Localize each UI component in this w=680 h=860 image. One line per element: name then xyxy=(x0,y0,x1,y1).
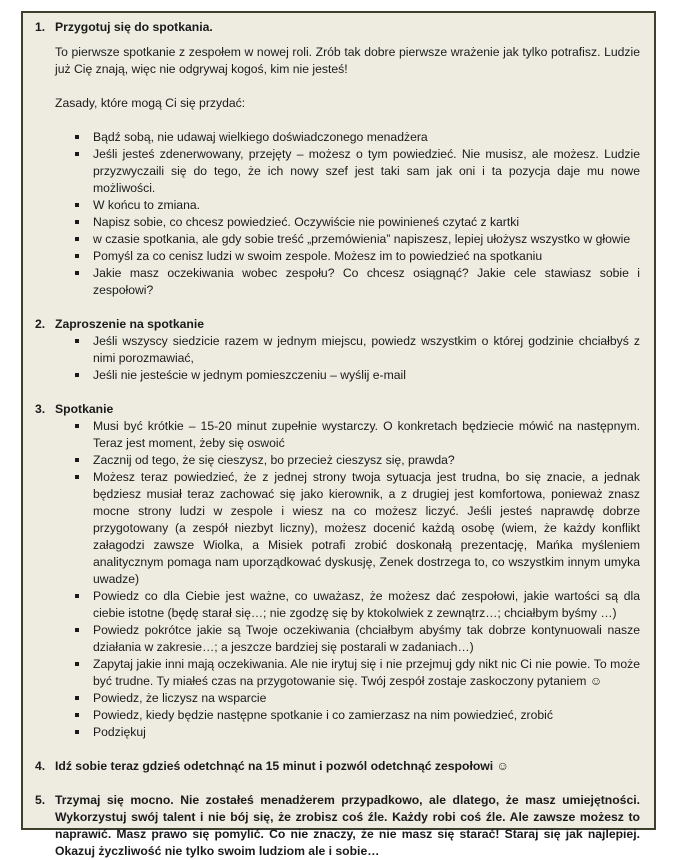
bullet-icon xyxy=(75,271,79,275)
section-4 xyxy=(35,758,640,775)
bullet-icon xyxy=(75,135,79,139)
list-item: Zacznij od tego, że się cieszysz, bo przecież cieszysz się, prawda? xyxy=(35,452,640,469)
section-lead: Zasady, które mogą Ci się przydać: xyxy=(55,96,246,110)
section-number: 2. xyxy=(35,317,46,331)
section-number: 1. xyxy=(35,20,46,34)
list-item: W końcu to zmiana. xyxy=(35,197,640,214)
section-title: Spotkanie xyxy=(55,402,114,416)
section-body: Trzymaj się mocno. Nie zostałeś menadżerem przypadkowo, ale dlatego, że masz umiejętności. Wykorzystuj swój talent i nie bój się, że zrobisz coś źle. Każdy robi coś źle. Ale zawsze możesz to naprawić. Masz prawo się pomylić. Co nie znaczy, że nie masz się starać! Staraj się jak najlepiej. Okazuj życzliwość nie tylko swoim ludziom ale i sobie… xyxy=(55,793,640,858)
section-title: Idź sobie teraz gdzieś odetchnąć na 15 minut i pozwól odetchnąć zespołowi ☺ xyxy=(55,759,509,773)
bullet-icon xyxy=(75,220,79,224)
list-item: Pomyśl za co cenisz ludzi w swoim zespole. Możesz im to powiedzieć na spotkaniu xyxy=(35,248,640,265)
bullet-icon xyxy=(75,152,79,156)
list-item: Musi być krótkie – 15-20 minut zupełnie wystarczy. O konkretach będziecie mówić na następnym. Teraz jest moment, żeby się oswoić xyxy=(35,418,640,452)
bullet-icon xyxy=(75,339,79,343)
section-title: Przygotuj się do spotkania. xyxy=(55,20,213,34)
list-item: Jeśli nie jesteście w jednym pomieszczeniu – wyślij e-mail xyxy=(35,367,640,384)
section-3-heading xyxy=(35,401,640,418)
list-item: Jeśli jesteś zdenerwowany, przejęty – możesz o tym powiedzieć. Nie musisz, ale możesz. Ludzie przyzwyczaili się do tego, że ich nowy szef jest taki sam jak oni i ta pozycja daje mu nowe możliwości. xyxy=(35,146,640,197)
content-box xyxy=(21,11,656,858)
list-item: Napisz sobie, co chcesz powiedzieć. Oczywiście nie powinieneś czytać z kartki xyxy=(35,214,640,231)
section-number: 3. xyxy=(35,402,46,416)
bullet-icon xyxy=(75,254,79,258)
section-5-heading xyxy=(35,792,640,860)
section-4-heading xyxy=(35,758,640,775)
list-item: Powiedz, kiedy będzie następne spotkanie i co zamierzasz na nim powiedzieć, zrobić xyxy=(35,707,640,724)
section-intro: To pierwsze spotkanie z zespołem w nowej roli. Zrób tak dobre pierwsze wrażenie jak tylko potrafisz. Ludzie już Cię znają, więc nie odgrywaj kogoś, kim nie jesteś! xyxy=(55,45,640,76)
bullet-icon xyxy=(75,696,79,700)
bullet-icon xyxy=(75,730,79,734)
bullet-icon xyxy=(75,594,79,598)
bullet-icon xyxy=(75,373,79,377)
section-2 xyxy=(35,316,640,384)
bullet-list xyxy=(35,418,640,741)
section-2-heading xyxy=(35,316,640,333)
list-item: Podziękuj xyxy=(35,724,640,741)
list-item: Jeśli wszyscy siedzicie razem w jednym miejscu, powiedz wszystkim o której godzinie chciałbyś z nimi porozmawiać, xyxy=(35,333,640,367)
list-item: Możesz teraz powiedzieć, że z jednej strony twoja sytuacja jest trudna, bo się znacie, a jednak będziesz musiał teraz zachować się jako kierownik, a z drugiej jest komfortowa, ponieważ znasz mocne strony ludzi w zespole i wiesz na co możesz liczyć. Jeśli jesteś naprawdę dobrze przygotowany (a zespół niezbyt liczny), możesz docenić każdą osobę (wiem, że każdy konflikt załagodzi zawsze Wiolka, a Misiek potrafi zrobić doskonałą prezentację, Mańka myśleniem analitycznym pomaga nam uporządkować dyskusję, Zenek dostrzega to, co wszystkim innym umyka uwadze) xyxy=(35,469,640,588)
bullet-icon xyxy=(75,237,79,241)
list-item: Powiedz co dla Ciebie jest ważne, co uważasz, że możesz dać zespołowi, jakie wartości są dla ciebie istotne (będę starał się…; nie zgodzę się by ktokolwiek z zewnątrz…; chciałbym byśmy …) xyxy=(35,588,640,622)
section-number: 4. xyxy=(35,759,46,773)
section-title: Zaproszenie na spotkanie xyxy=(55,317,204,331)
section-5 xyxy=(35,792,640,860)
list-item: w czasie spotkania, ale gdy sobie treść „przemówienia” napiszesz, lepiej ułożysz wszystko w głowie xyxy=(35,231,640,248)
bullet-icon xyxy=(75,628,79,632)
list-item: Powiedz pokrótce jakie są Twoje oczekiwania (chciałbym abyśmy tak dobrze kontynuowali nasze działania w zakresie…; a jeszcze bardziej się postarali w zadaniach…) xyxy=(35,622,640,656)
list-item: Powiedz, że liczysz na wsparcie xyxy=(35,690,640,707)
section-number: 5. xyxy=(35,793,46,807)
bullet-icon xyxy=(75,203,79,207)
section-3 xyxy=(35,401,640,741)
list-item: Jakie masz oczekiwania wobec zespołu? Co chcesz osiągnąć? Jakie cele stawiasz sobie i zespołowi? xyxy=(35,265,640,299)
bullet-icon xyxy=(75,713,79,717)
list-item: Bądź sobą, nie udawaj wielkiego doświadczonego menadżera xyxy=(35,129,640,146)
bullet-list xyxy=(35,129,640,299)
bullet-icon xyxy=(75,662,79,666)
section-1 xyxy=(35,19,640,299)
bullet-icon xyxy=(75,475,79,479)
section-1-heading xyxy=(35,19,640,36)
bullet-icon xyxy=(75,424,79,428)
bullet-icon xyxy=(75,458,79,462)
bullet-list xyxy=(35,333,640,384)
list-item: Zapytaj jakie inni mają oczekiwania. Ale nie irytuj się i nie przejmuj gdy nikt nic Ci nie powie. To może być trudne. Ty miałeś czas na przygotowanie się. Twój zespół zostaje zaskoczony pytaniem ☺ xyxy=(35,656,640,690)
